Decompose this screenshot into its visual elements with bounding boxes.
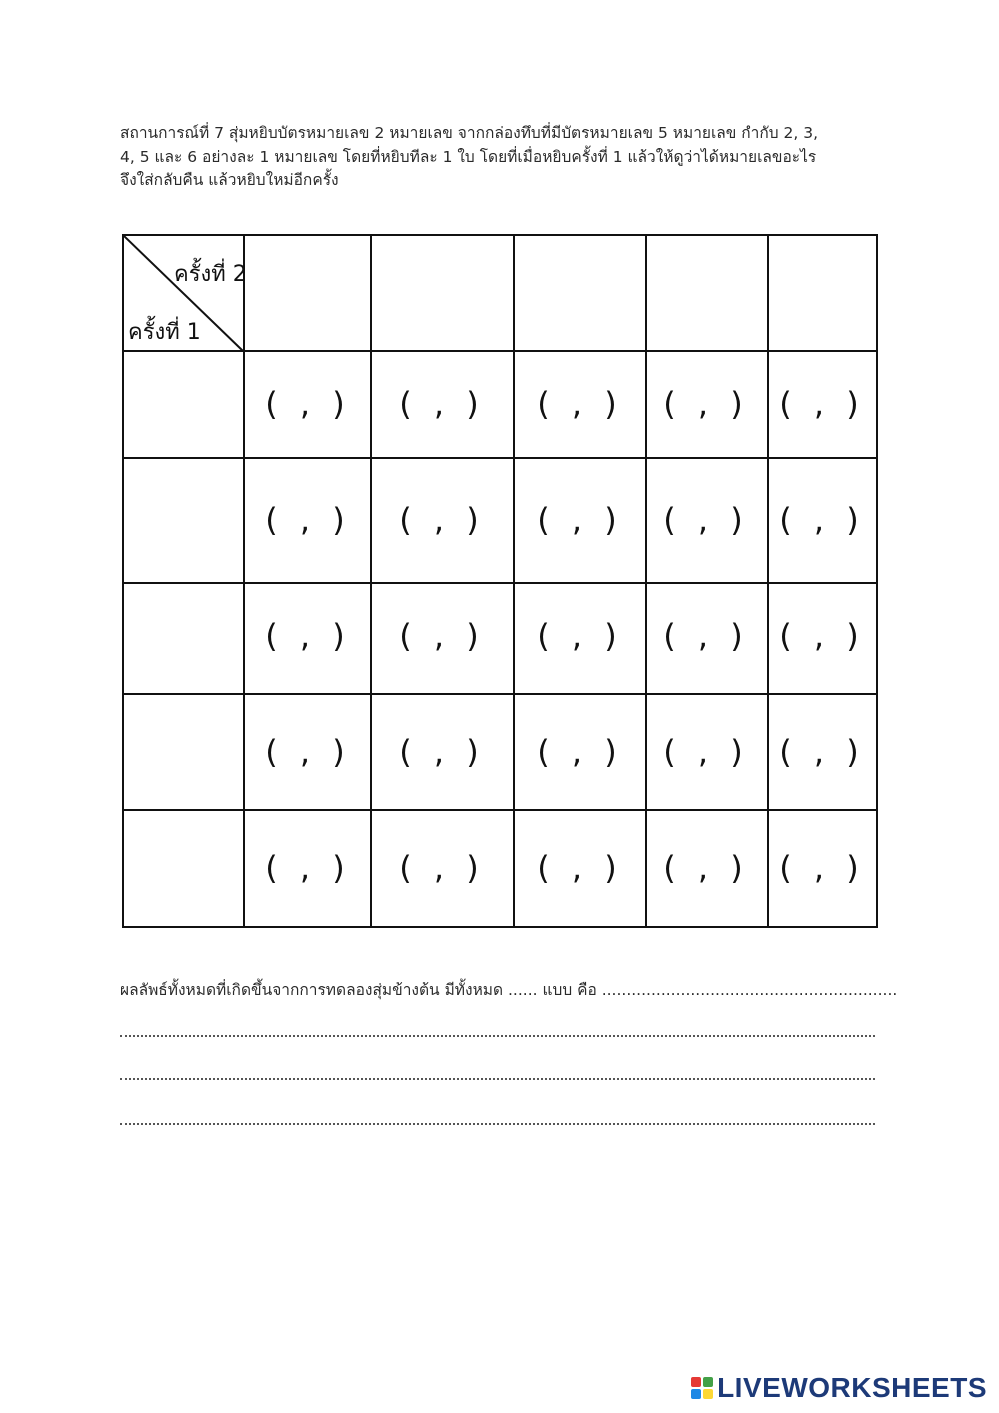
pair-cell[interactable]: ( , ) (399, 501, 485, 539)
pair-cell[interactable]: ( , ) (663, 733, 749, 771)
row-divider (124, 693, 876, 695)
pair-cell[interactable]: ( , ) (537, 501, 623, 539)
answer-line[interactable] (120, 1034, 875, 1037)
pair-cell[interactable]: ( , ) (399, 849, 485, 887)
row-divider (124, 809, 876, 811)
pair-cell[interactable]: ( , ) (537, 385, 623, 423)
instruction-line-3: จึงใส่กลับคืน แล้วหยิบใหม่อีกครั้ง (120, 171, 339, 189)
answer-line[interactable] (120, 1077, 875, 1080)
outcome-table (122, 234, 878, 928)
instruction-line-2: 4, 5 และ 6 อย่างละ 1 หมายเลข โดยที่หยิบทีละ 1 ใบ โดยที่เมื่อหยิบครั้งที่ 1 แล้วให้ดูว่าได้หมายเลขอะไร (120, 147, 817, 166)
pair-cell[interactable]: ( , ) (779, 617, 865, 655)
logo-text: LIVEWORKSHEETS (717, 1372, 987, 1403)
pair-cell[interactable]: ( , ) (537, 733, 623, 771)
pair-cell[interactable]: ( , ) (663, 501, 749, 539)
result-sentence: ผลลัพธ์ทั้งหมดที่เกิดขึ้นจากการทดลองสุ่มข้างต้น มีทั้งหมด ...... แบบ คือ ............................................................ (120, 981, 898, 999)
pair-cell[interactable]: ( , ) (399, 733, 485, 771)
pair-cell[interactable]: ( , ) (265, 733, 351, 771)
pair-cell[interactable]: ( , ) (537, 617, 623, 655)
pair-cell[interactable]: ( , ) (779, 849, 865, 887)
pair-cell[interactable]: ( , ) (779, 385, 865, 423)
pair-cell[interactable]: ( , ) (399, 617, 485, 655)
pair-cell[interactable]: ( , ) (265, 849, 351, 887)
pair-cell[interactable]: ( , ) (779, 733, 865, 771)
liveworksheets-logo (691, 1372, 987, 1404)
pair-cell[interactable]: ( , ) (265, 501, 351, 539)
liveworksheets-logo-icon (691, 1377, 713, 1399)
pair-cell[interactable]: ( , ) (779, 501, 865, 539)
instruction-line-1: สถานการณ์ที่ 7 สุ่มหยิบบัตรหมายเลข 2 หมายเลข จากกล่องทึบที่มีบัตรหมายเลข 5 หมายเลข กำกับ 2, 3, (120, 124, 819, 142)
pair-cell[interactable]: ( , ) (265, 385, 351, 423)
header-second-draw: ครั้งที่ 2 (174, 262, 247, 287)
row-divider (124, 457, 876, 459)
pair-cell[interactable]: ( , ) (663, 849, 749, 887)
pair-cell[interactable]: ( , ) (663, 385, 749, 423)
pair-cell[interactable]: ( , ) (537, 849, 623, 887)
row-divider (124, 582, 876, 584)
header-first-draw: ครั้งที่ 1 (128, 320, 201, 345)
instructions (120, 122, 882, 193)
pair-cell[interactable]: ( , ) (265, 617, 351, 655)
pair-cell[interactable]: ( , ) (399, 385, 485, 423)
pair-cell[interactable]: ( , ) (663, 617, 749, 655)
answer-line[interactable] (120, 1122, 875, 1125)
